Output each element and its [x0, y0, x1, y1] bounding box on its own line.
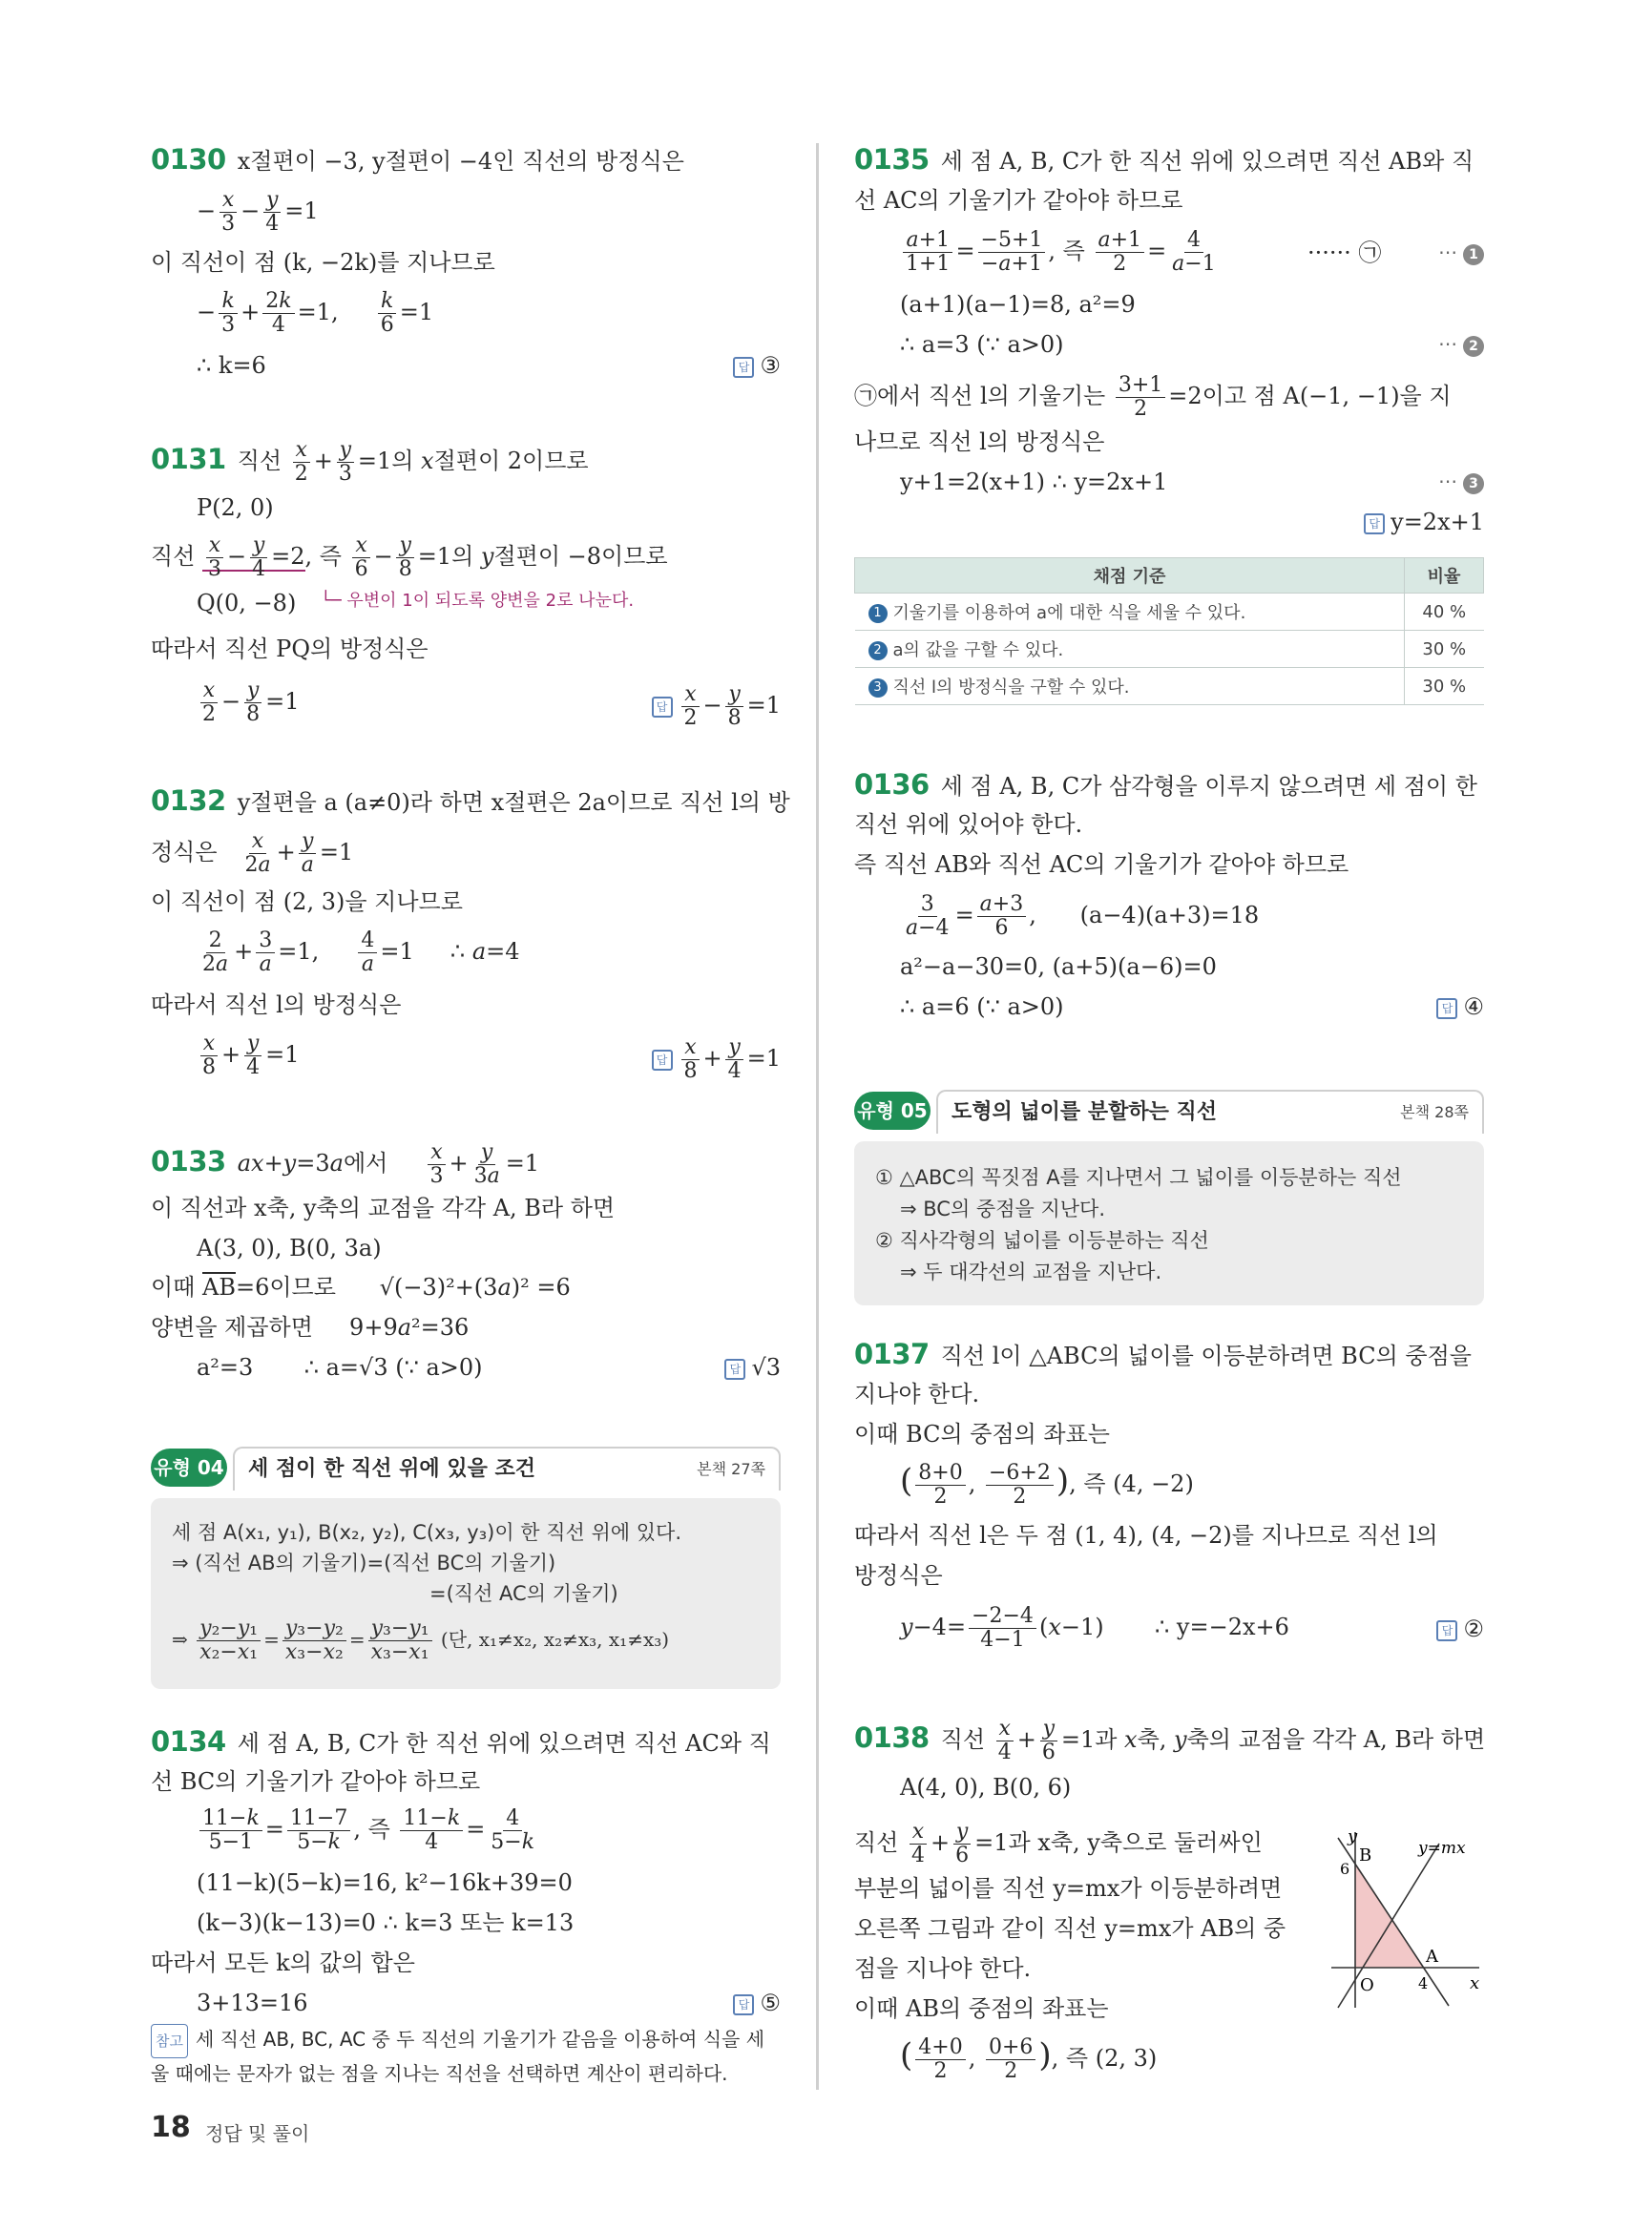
y-axis-label: y: [1348, 1826, 1358, 1846]
problem-number: 0136: [854, 768, 930, 801]
annotation-note: └─ 우변이 1이 되도록 양변을 2로 나눈다.: [321, 591, 635, 611]
answer-icon: 답: [1436, 1620, 1457, 1641]
text-line: 지나야 한다.: [854, 1381, 980, 1407]
problem-number: 0135: [854, 143, 930, 176]
slope-equation: ⇒ $\frac{\text{y₂−y₁}}{\text{x₂−x₁}}$ = $\frac{\text{y₃−y₂}}{\text{x₃−x₂}}$ = $\frac{\text{y₃−y₁}}{\text{x₃−x₁}}$ (단, x₁≠x₂, x₂≠x₃, x₁≠x₃): [172, 1616, 670, 1664]
text-line: a²−a−30=0, (a+5)(a−6)=0: [900, 953, 1217, 980]
equation: 직선 $\frac{x}{4}$ + $\frac{y}{6}$ =1과 x축, y축으로 둘러싸인: [854, 1820, 1263, 1867]
text-line: (a+1)(a−1)=8, a²=9: [900, 291, 1136, 318]
type-04-header: [151, 1447, 781, 1491]
problem-0134-line1: 0134 세 점 A, B, C가 한 직선 위에 있으려면 직선 AC와 직: [151, 1725, 771, 1758]
text-line: 따라서 직선 l의 방정식은: [151, 991, 402, 1018]
equation: 정식은 $\frac{x}{2a}$ + $\frac{y}{a}$ =1: [151, 829, 354, 877]
problem-0136-line1: 0136 세 점 A, B, C가 삼각형을 이루지 않으려면 세 점이 한: [854, 768, 1477, 801]
problem-0135-line1: 0135 세 점 A, B, C가 한 직선 위에 있으려면 직선 AB와 직: [854, 143, 1474, 176]
problem-0132-line1: 0132 y절편을 a (a≠0)라 하면 x절편은 2a이므로 직선 l의 방: [151, 784, 790, 817]
coordinate-figure: [1327, 1824, 1489, 2015]
problem-number: 0130: [151, 143, 226, 176]
table-row: 2 a의 값을 구할 수 있다. 30 %: [855, 631, 1484, 668]
table-row: 1 기울기를 이용하여 a에 대한 식을 세울 수 있다. 40 %: [855, 594, 1484, 631]
page-number: 18: [151, 2111, 191, 2144]
answer-icon: 답: [733, 1994, 754, 2015]
text-line: 부분의 넓이를 직선 y=mx가 이등분하려면: [854, 1875, 1283, 1902]
problem-number: 0131: [151, 443, 226, 475]
footer-label: 정답 및 풀이: [205, 2122, 310, 2145]
answer: 답 y=2x+1: [1364, 506, 1484, 538]
equation: $\frac{3}{a-4}$ = $\frac{a+3}{6}$ , (a−4)(a+3)=18: [906, 892, 1260, 940]
problem-0133-line1: 0133 ax+y=3a에서 $\frac{x}{3}$ + $\frac{y}{3a}$ =1: [151, 1140, 540, 1188]
equation-marker: ······ ㉠: [1307, 240, 1382, 266]
answer: 답 ③: [733, 349, 781, 382]
step-marker-1: ⋯ 1: [1438, 240, 1484, 265]
column-divider: [816, 143, 819, 2090]
answer-icon: 답: [1436, 998, 1457, 1019]
line-label: y=mx: [1418, 1839, 1466, 1858]
type-badge: 유형 05: [854, 1092, 931, 1130]
text-line: ∴ a=3 (∵ a>0): [900, 331, 1064, 358]
text-line: 따라서 직선 PQ의 방정식은: [151, 636, 429, 662]
x-axis-label: x: [1470, 1973, 1480, 1993]
text-line: 이때 AB의 중점의 좌표는: [854, 1995, 1109, 2022]
type-title: 세 점이 한 직선 위에 있을 조건 본책 27쪽: [233, 1447, 781, 1491]
text-line: 따라서 직선 l은 두 점 (1, 4), (4, −2)를 지나므로 직선 l의: [854, 1522, 1438, 1549]
text-line: 따라서 모든 k의 값의 합은: [151, 1950, 415, 1976]
text-line: 오른쪽 그림과 같이 직선 y=mx가 AB의 중: [854, 1915, 1286, 1942]
reference-badge: 참고: [151, 2024, 188, 2058]
problem-0130-line1: 0130 x절편이 −3, y절편이 −4인 직선의 방정식은: [151, 143, 684, 176]
text-line: 이 직선과 x축, y축의 교점을 각각 A, B라 하면: [151, 1195, 616, 1221]
answer-icon: 답: [652, 1050, 673, 1071]
text-line: (11−k)(5−k)=16, k²−16k+39=0: [197, 1869, 573, 1896]
equation: 이때 $\overline{AB}=6$이므로 √(−3)²+(3a)² =6: [151, 1274, 571, 1301]
type-05-header: [854, 1090, 1484, 1134]
point-a-label: A: [1426, 1947, 1438, 1967]
equation: 직선 $\frac{x}{3}$ − $\frac{y}{4}$ =2, 즉 $\frac{x}{6}$ − $\frac{y}{8}$ =1의 y절편이 −8이므로: [151, 533, 668, 581]
equation: − $\frac{k}{3}$ + $\frac{2k}{4}$ =1, $\frac{k}{6}$ =1: [197, 289, 434, 337]
equation: ( $\frac{4+0}{2}$ , $\frac{0+6}{2}$ ), 즉 (2, 3): [900, 2035, 1158, 2083]
reference-note-line2: 울 때에는 문자가 없는 점을 지나는 직선을 선택하면 계산이 편리하다.: [151, 2062, 728, 2085]
text-line: 즉 직선 AB와 직선 AC의 기울기가 같아야 하므로: [854, 851, 1349, 878]
equation: ( $\frac{8+0}{2}$ , $\frac{-6+2}{2}$ ), 즉 (4, −2): [900, 1461, 1194, 1509]
text-line: (k−3)(k−13)=0 ∴ k=3 또는 k=13: [197, 1909, 575, 1936]
type-badge: 유형 04: [151, 1449, 227, 1487]
problem-0137-line1: 0137 직선 l이 △ABC의 넓이를 이등분하려면 BC의 중점을: [854, 1338, 1472, 1370]
text-line: 직선 위에 있어야 한다.: [854, 811, 1083, 838]
equation: $\frac{a+1}{1+1}$ = $\frac{-5+1}{-a+1}$ , 즉 $\frac{a+1}{2}$ = $\frac{4}{a-1}$: [900, 229, 1222, 276]
equation: − $\frac{x}{3}$ − $\frac{y}{4}$ =1: [197, 188, 319, 236]
text-line: Q(0, −8): [197, 590, 297, 616]
equation: $\frac{x}{8}$ + $\frac{y}{4}$ =1: [197, 1032, 300, 1079]
text-line: 3+13=16: [197, 1990, 308, 2016]
textbook-ref: 본책 27쪽: [697, 1460, 765, 1478]
step-marker-2: ⋯ 2: [1438, 332, 1484, 357]
equation: ㉠에서 직선 l의 기울기는 $\frac{3+1}{2}$ =2이고 점 A(−1, −1)을 지: [854, 373, 1452, 421]
answer: 답 ④: [1436, 990, 1484, 1023]
answer: 답 $\frac{x}{2}$ − $\frac{y}{8}$ =1: [652, 683, 782, 730]
text-line: 선 AC의 기울기가 같아야 하므로: [854, 187, 1183, 214]
text-line: A(3, 0), B(0, 3a): [197, 1235, 382, 1261]
textbook-ref: 본책 28쪽: [1400, 1103, 1469, 1121]
type-04-box: 세 점 A(x₁, y₁), B(x₂, y₂), C(x₃, y₃)이 한 직선 위에 있다. ⇒ (직선 AB의 기울기)=(직선 BC의 기울기) =(직선 AC의 기울기) ⇒ $\frac{\text{y₂−y₁}}{\text{x₂−x₁}}$ = $\frac{\text{y₃−y₂}}{\text{x₃−x₂}}$ = $\frac{\text{y₃−y₁}}{\text{x₃−x₁}}$ (단, x₁≠x₂, x₂≠x₃, x₁≠x₃): [151, 1498, 781, 1689]
problem-0131-line1: 0131 직선 $\frac{x}{2}$ + $\frac{y}{3}$ =1의 x절편이 2이므로: [151, 438, 589, 486]
text-line: 나므로 직선 l의 방정식은: [854, 428, 1105, 455]
equation: y−4= $\frac{-2-4}{4-1}$ (x−1) ∴ y=−2x+6: [900, 1604, 1289, 1652]
answer-icon: 답: [652, 697, 673, 718]
answer-icon: 답: [724, 1359, 745, 1380]
problem-number: 0138: [854, 1721, 930, 1754]
text-line: ∴ k=6: [197, 352, 266, 379]
equation: a²=3 ∴ a=√3 (∵ a>0): [197, 1354, 483, 1381]
scoring-table: [854, 557, 1484, 705]
answer: 답 $\frac{x}{8}$ + $\frac{y}{4}$ =1: [652, 1036, 782, 1083]
origin-label: O: [1360, 1975, 1374, 1995]
answer: 답 ⑤: [733, 1987, 781, 2019]
y-intercept-label: 6: [1340, 1860, 1350, 1878]
equation: $\frac{2}{2a}$ + $\frac{3}{a}$ =1, $\frac{4}{a}$ =1 ∴ a=4: [202, 928, 520, 976]
problem-0138-line1: 0138 직선 $\frac{x}{4}$ + $\frac{y}{6}$ =1과 x축, y축의 교점을 각각 A, B라 하면: [854, 1717, 1486, 1764]
point-b-label: B: [1359, 1845, 1372, 1866]
x-intercept-label: 4: [1418, 1974, 1429, 1992]
text-line: 이 직선이 점 (k, −2k)를 지나므로: [151, 249, 495, 276]
table-header-row: 채점 기준 비율: [855, 558, 1484, 594]
equation: 양변을 제곱하면 9+9a²=36: [151, 1314, 470, 1341]
text-line: 이 직선이 점 (2, 3)을 지나므로: [151, 888, 463, 915]
problem-number: 0134: [151, 1725, 226, 1758]
text-line: y+1=2(x+1) ∴ y=2x+1: [900, 469, 1168, 495]
text-line: 점을 지나야 한다.: [854, 1955, 1032, 1982]
text-line: 방정식은: [854, 1562, 943, 1589]
type-title: 도형의 넓이를 분할하는 직선 본책 28쪽: [936, 1090, 1484, 1134]
type-05-box: ① △ABC의 꼭짓점 A를 지나면서 그 넓이를 이등분하는 직선 ⇒ BC의 중점을 지난다. ② 직사각형의 넓이를 이등분하는 직선 ⇒ 두 대각선의 교점을 지난다.: [854, 1141, 1484, 1305]
answer: 답 ②: [1436, 1613, 1484, 1645]
text-line: 선 BC의 기울기가 같아야 하므로: [151, 1768, 481, 1795]
answer-icon: 답: [733, 357, 754, 378]
problem-number: 0137: [854, 1338, 930, 1370]
problem-number: 0133: [151, 1145, 226, 1178]
text-line: ∴ a=6 (∵ a>0): [900, 993, 1064, 1020]
text-line: P(2, 0): [197, 494, 274, 521]
equation: $\frac{11-k}{5-1}$ = $\frac{11-7}{5-k}$ , 즉 $\frac{11-k}{4}$ = $\frac{4}{5-k}$: [197, 1807, 540, 1854]
step-marker-3: ⋯ 3: [1438, 469, 1484, 494]
text-line: 이때 BC의 중점의 좌표는: [854, 1421, 1110, 1448]
answer: 답 √3: [724, 1351, 781, 1384]
text-line: A(4, 0), B(0, 6): [900, 1774, 1072, 1801]
problem-number: 0132: [151, 784, 226, 817]
equation: $\frac{x}{2}$ − $\frac{y}{8}$ =1: [197, 679, 300, 726]
table-row: 3 직선 l의 방정식을 구할 수 있다. 30 %: [855, 668, 1484, 705]
reference-note: 참고 세 직선 AB, BC, AC 중 두 직선의 기울기가 같음을 이용하여 식을 세: [151, 2023, 764, 2058]
answer-icon: 답: [1364, 513, 1385, 534]
